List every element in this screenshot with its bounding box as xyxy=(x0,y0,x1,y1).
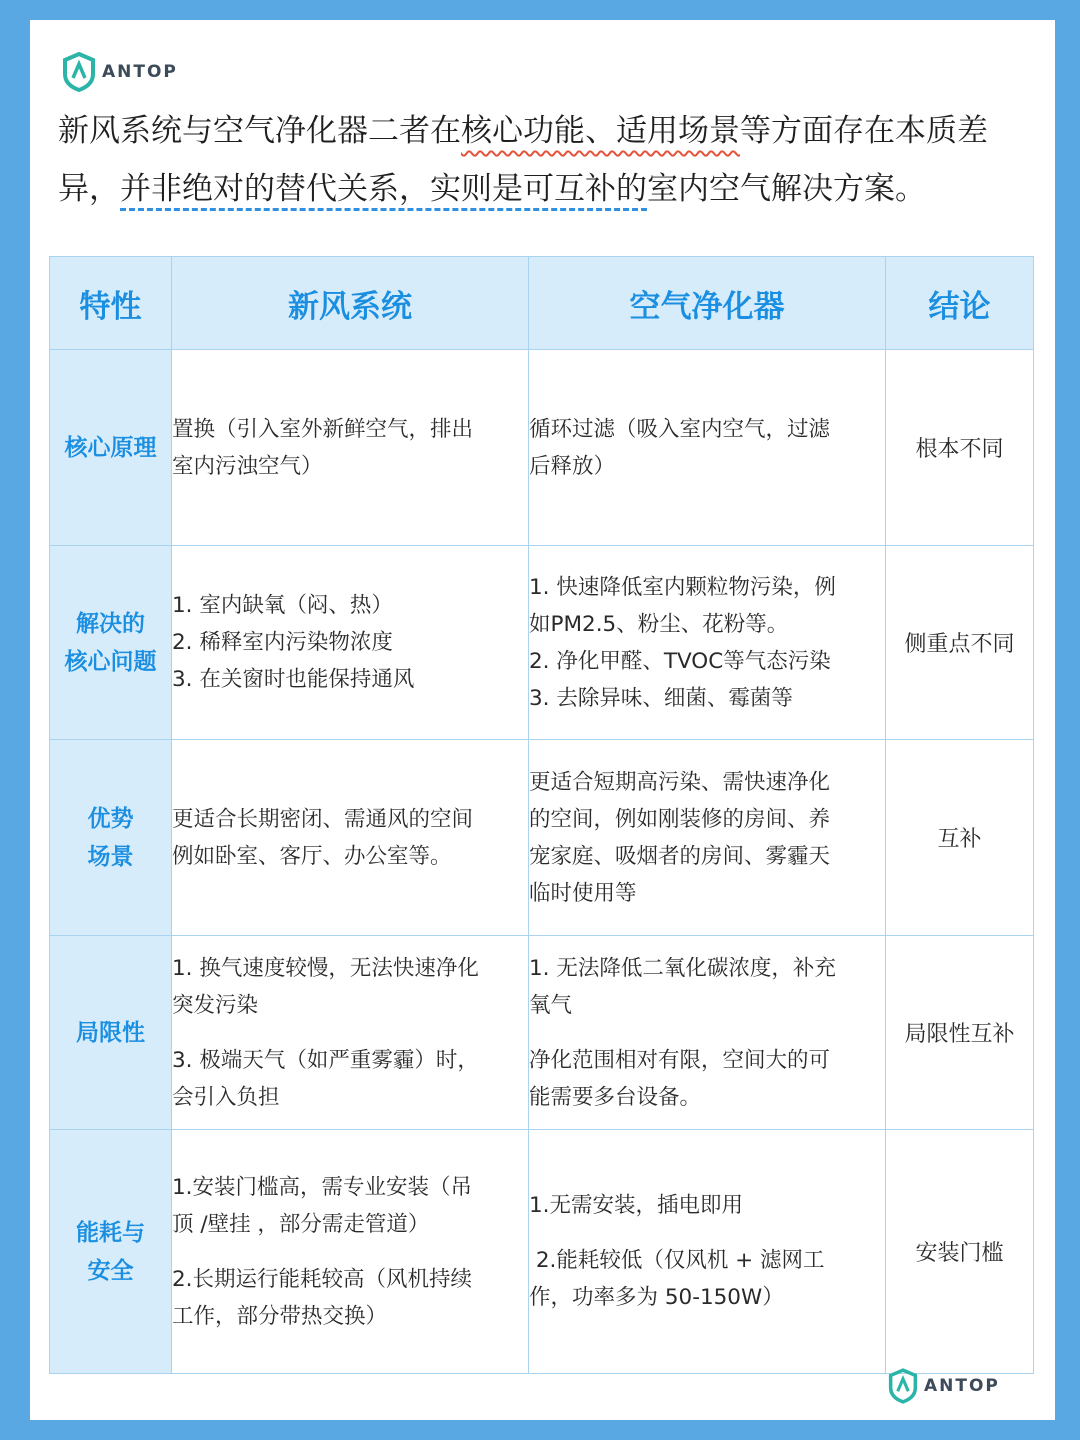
header-feature: 特性 xyxy=(50,257,172,350)
antop-logo xyxy=(62,52,178,92)
cell-fresh-limitations xyxy=(172,936,529,1130)
row-label-line: 核心原理 xyxy=(64,434,157,461)
cell-purifier-scenarios xyxy=(529,740,886,936)
cell-line: 工作，部分带热交换） xyxy=(172,1303,388,1329)
cell-line: 会引入负担 xyxy=(172,1084,280,1110)
spacer xyxy=(529,1224,885,1242)
intro-text-2: 等方面存在本质差异， xyxy=(58,113,988,207)
table-row xyxy=(50,936,1034,1130)
cell-line: 1. 室内缺氧（闷、热） xyxy=(172,593,393,618)
cell-conclusion-principle: 根本不同 xyxy=(886,350,1034,546)
cell-line: 3. 去除异味、细菌、霉菌等 xyxy=(529,685,793,711)
cell-line: 1.无需安装，插电即用 xyxy=(529,1193,744,1218)
cell-line: 临时使用等 xyxy=(529,880,637,906)
cell-purifier-principle xyxy=(529,350,886,546)
row-label-line: 场景 xyxy=(87,843,134,870)
row-label-line: 能耗与 xyxy=(76,1219,145,1246)
cell-line: 2.能耗较低（仅风机 + 滤网工 xyxy=(529,1248,825,1273)
cell-line: 后释放） xyxy=(529,453,616,479)
header-purifier: 空气净化器 xyxy=(529,257,886,350)
spacer xyxy=(172,1243,528,1261)
cell-line: 更适合长期密闭、需通风的空间 xyxy=(172,806,474,832)
cell-line: 突发污染 xyxy=(172,992,259,1018)
antop-shield-icon xyxy=(62,52,96,92)
cell-line: 1. 无法降低二氧化碳浓度，补充 xyxy=(529,955,836,981)
cell-purifier-problems xyxy=(529,546,886,740)
intro-text-3: 室内空气解决方案。 xyxy=(647,171,926,207)
content-card xyxy=(30,20,1055,1420)
cell-line: 1. 快速降低室内颗粒物污染，例 xyxy=(529,574,836,600)
spacer xyxy=(529,1024,885,1042)
cell-fresh-principle xyxy=(172,350,529,546)
table-header-row xyxy=(50,257,1034,350)
header-conclusion: 结论 xyxy=(886,257,1034,350)
cell-line: 氧气 xyxy=(529,992,573,1018)
cell-line: 宠家庭、吸烟者的房间、雾霾天 xyxy=(529,843,831,869)
intro-highlight-wavy: 核心功能、适用场景 xyxy=(461,113,740,149)
row-label-energy-safety xyxy=(50,1130,172,1374)
row-label-limitations xyxy=(50,936,172,1130)
cell-line: 作，功率多为 50-150W） xyxy=(529,1285,784,1310)
row-label-line: 核心问题 xyxy=(64,648,157,675)
row-label-line: 局限性 xyxy=(76,1019,145,1046)
spacer xyxy=(172,1024,528,1042)
brand-name-footer: ANTOP xyxy=(924,1376,1000,1396)
cell-fresh-energy xyxy=(172,1130,529,1374)
antop-logo-footer xyxy=(888,1368,1000,1404)
row-label-problems xyxy=(50,546,172,740)
cell-line: 1. 换气速度较慢，无法快速净化 xyxy=(172,955,479,981)
cell-line: 净化范围相对有限，空间大的可 xyxy=(529,1047,831,1073)
row-label-line: 优势 xyxy=(87,805,134,832)
cell-line: 更适合短期高污染、需快速净化 xyxy=(529,769,831,795)
table-row xyxy=(50,350,1034,546)
cell-line: 顶 /壁挂 ，部分需走管道） xyxy=(172,1211,430,1237)
cell-conclusion-scenarios: 互补 xyxy=(886,740,1034,936)
cell-line: 3. 极端天气（如严重雾霾）时， xyxy=(172,1047,479,1073)
intro-highlight-dashed: 并非绝对的替代关系，实则是可互补的 xyxy=(120,171,647,207)
cell-line: 2. 稀释室内污染物浓度 xyxy=(172,630,393,655)
header-fresh-air: 新风系统 xyxy=(172,257,529,350)
cell-line: 如PM2.5、粉尘、花粉等。 xyxy=(529,611,789,637)
cell-line: 置换（引入室外新鲜空气，排出 xyxy=(172,416,474,442)
cell-fresh-problems xyxy=(172,546,529,740)
brand-name: ANTOP xyxy=(102,62,178,82)
cell-line: 循环过滤（吸入室内空气，过滤 xyxy=(529,416,831,442)
comparison-table xyxy=(49,256,1034,1374)
cell-line: 室内污浊空气） xyxy=(172,453,323,479)
row-label-line: 安全 xyxy=(87,1257,134,1284)
cell-line: 2.长期运行能耗较高（风机持续 xyxy=(172,1266,473,1292)
table-row xyxy=(50,546,1034,740)
cell-conclusion-energy: 安装门槛 xyxy=(886,1130,1034,1374)
table-row xyxy=(50,740,1034,936)
cell-fresh-scenarios xyxy=(172,740,529,936)
cell-line: 的空间，例如刚装修的房间、养 xyxy=(529,806,831,832)
row-label-line: 解决的 xyxy=(76,610,145,637)
cell-conclusion-limitations: 局限性互补 xyxy=(886,936,1034,1130)
row-label-scenarios xyxy=(50,740,172,936)
cell-conclusion-problems: 侧重点不同 xyxy=(886,546,1034,740)
table-row xyxy=(50,1130,1034,1374)
intro-paragraph xyxy=(58,102,1028,218)
antop-shield-icon xyxy=(888,1368,918,1404)
cell-purifier-energy xyxy=(529,1130,886,1374)
cell-line: 2. 净化甲醛、TVOC等气态污染 xyxy=(529,648,831,674)
cell-line: 能需要多台设备。 xyxy=(529,1084,702,1110)
intro-text-1: 新风系统与空气净化器二者在 xyxy=(58,113,461,149)
cell-line: 1.安装门槛高，需专业安装（吊 xyxy=(172,1174,473,1200)
row-label-principle xyxy=(50,350,172,546)
cell-line: 例如卧室、客厅、办公室等。 xyxy=(172,843,452,869)
cell-purifier-limitations xyxy=(529,936,886,1130)
cell-line: 3. 在关窗时也能保持通风 xyxy=(172,667,415,692)
